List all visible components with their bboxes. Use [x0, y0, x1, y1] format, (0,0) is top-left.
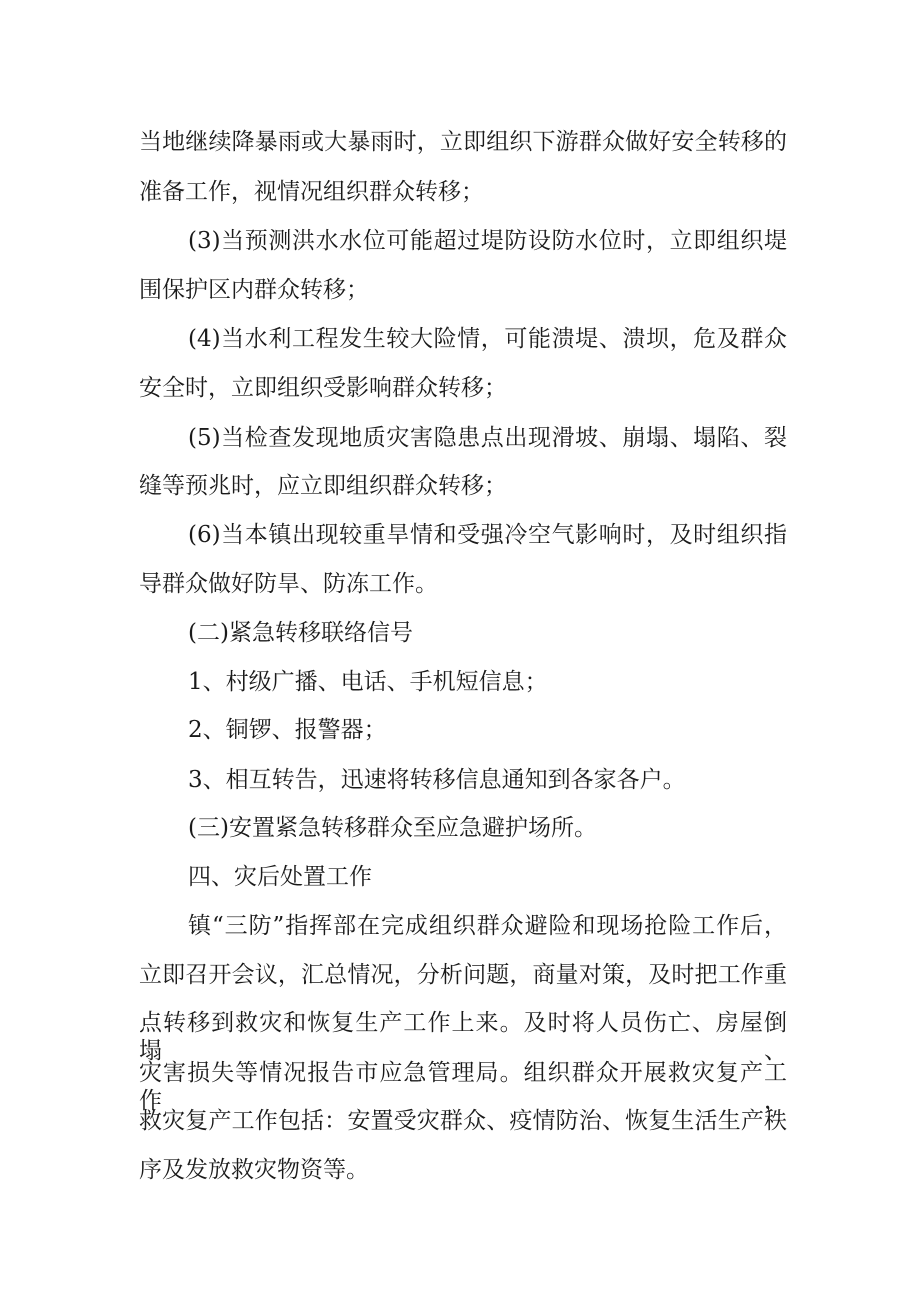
list-item-6-line: (6)当本镇出现较重旱情和受强冷空气影响时，及时组织指 [188, 522, 787, 548]
section-heading-3: (三)安置紧急转移群众至应急避护场所。 [188, 815, 597, 841]
list-item-6-line: 导群众做好防旱、防冻工作。 [139, 571, 438, 597]
list-item-4-line: 安全时，立即组织受影响群众转移； [139, 375, 507, 401]
list-item-3-line: 围保护区内群众转移； [139, 277, 369, 303]
paragraph-line: 当地继续降暴雨或大暴雨时，立即组织下游群众做好安全转移的 [139, 129, 787, 155]
paragraph-line: 点转移到救灾和恢复生产工作上来。及时将人员伤亡、房屋倒塌、 [139, 1010, 787, 1064]
paragraph-line: 序及发放救灾物资等。 [139, 1157, 369, 1183]
signal-item-1: 1、村级广播、电话、手机短信息； [188, 669, 548, 695]
section-heading-4: 四、灾后处置工作 [188, 864, 372, 890]
list-item-4-line: (4)当水利工程发生较大险情，可能溃堤、溃坝，危及群众 [188, 326, 787, 352]
list-item-5-line: 缝等预兆时，应立即组织群众转移； [139, 473, 507, 499]
list-item-5-line: (5)当检查发现地质灾害隐患点出现滑坡、崩塌、塌陷、裂 [188, 425, 787, 451]
paragraph-line: 救灾复产工作包括：安置受灾群众、疫情防治、恢复生活生产秩 [139, 1108, 787, 1134]
signal-item-3: 3、相互转告，迅速将转移信息通知到各家各户。 [188, 767, 686, 793]
section-heading-2: (二)紧急转移联络信号 [188, 620, 413, 646]
list-item-3-line: (3)当预测洪水水位可能超过堤防设防水位时，立即组织堤 [188, 228, 787, 254]
paragraph-line: 灾害损失等情况报告市应急管理局。组织群众开展救灾复产工作， [139, 1060, 787, 1114]
paragraph-line: 立即召开会议，汇总情况，分析问题，商量对策，及时把工作重 [139, 962, 787, 988]
signal-item-2: 2、铜锣、报警器； [188, 717, 387, 743]
paragraph-line: 镇“三防”指挥部在完成组织群众避险和现场抢险工作后， [188, 913, 787, 939]
paragraph-line: 准备工作，视情况组织群众转移； [139, 179, 484, 205]
